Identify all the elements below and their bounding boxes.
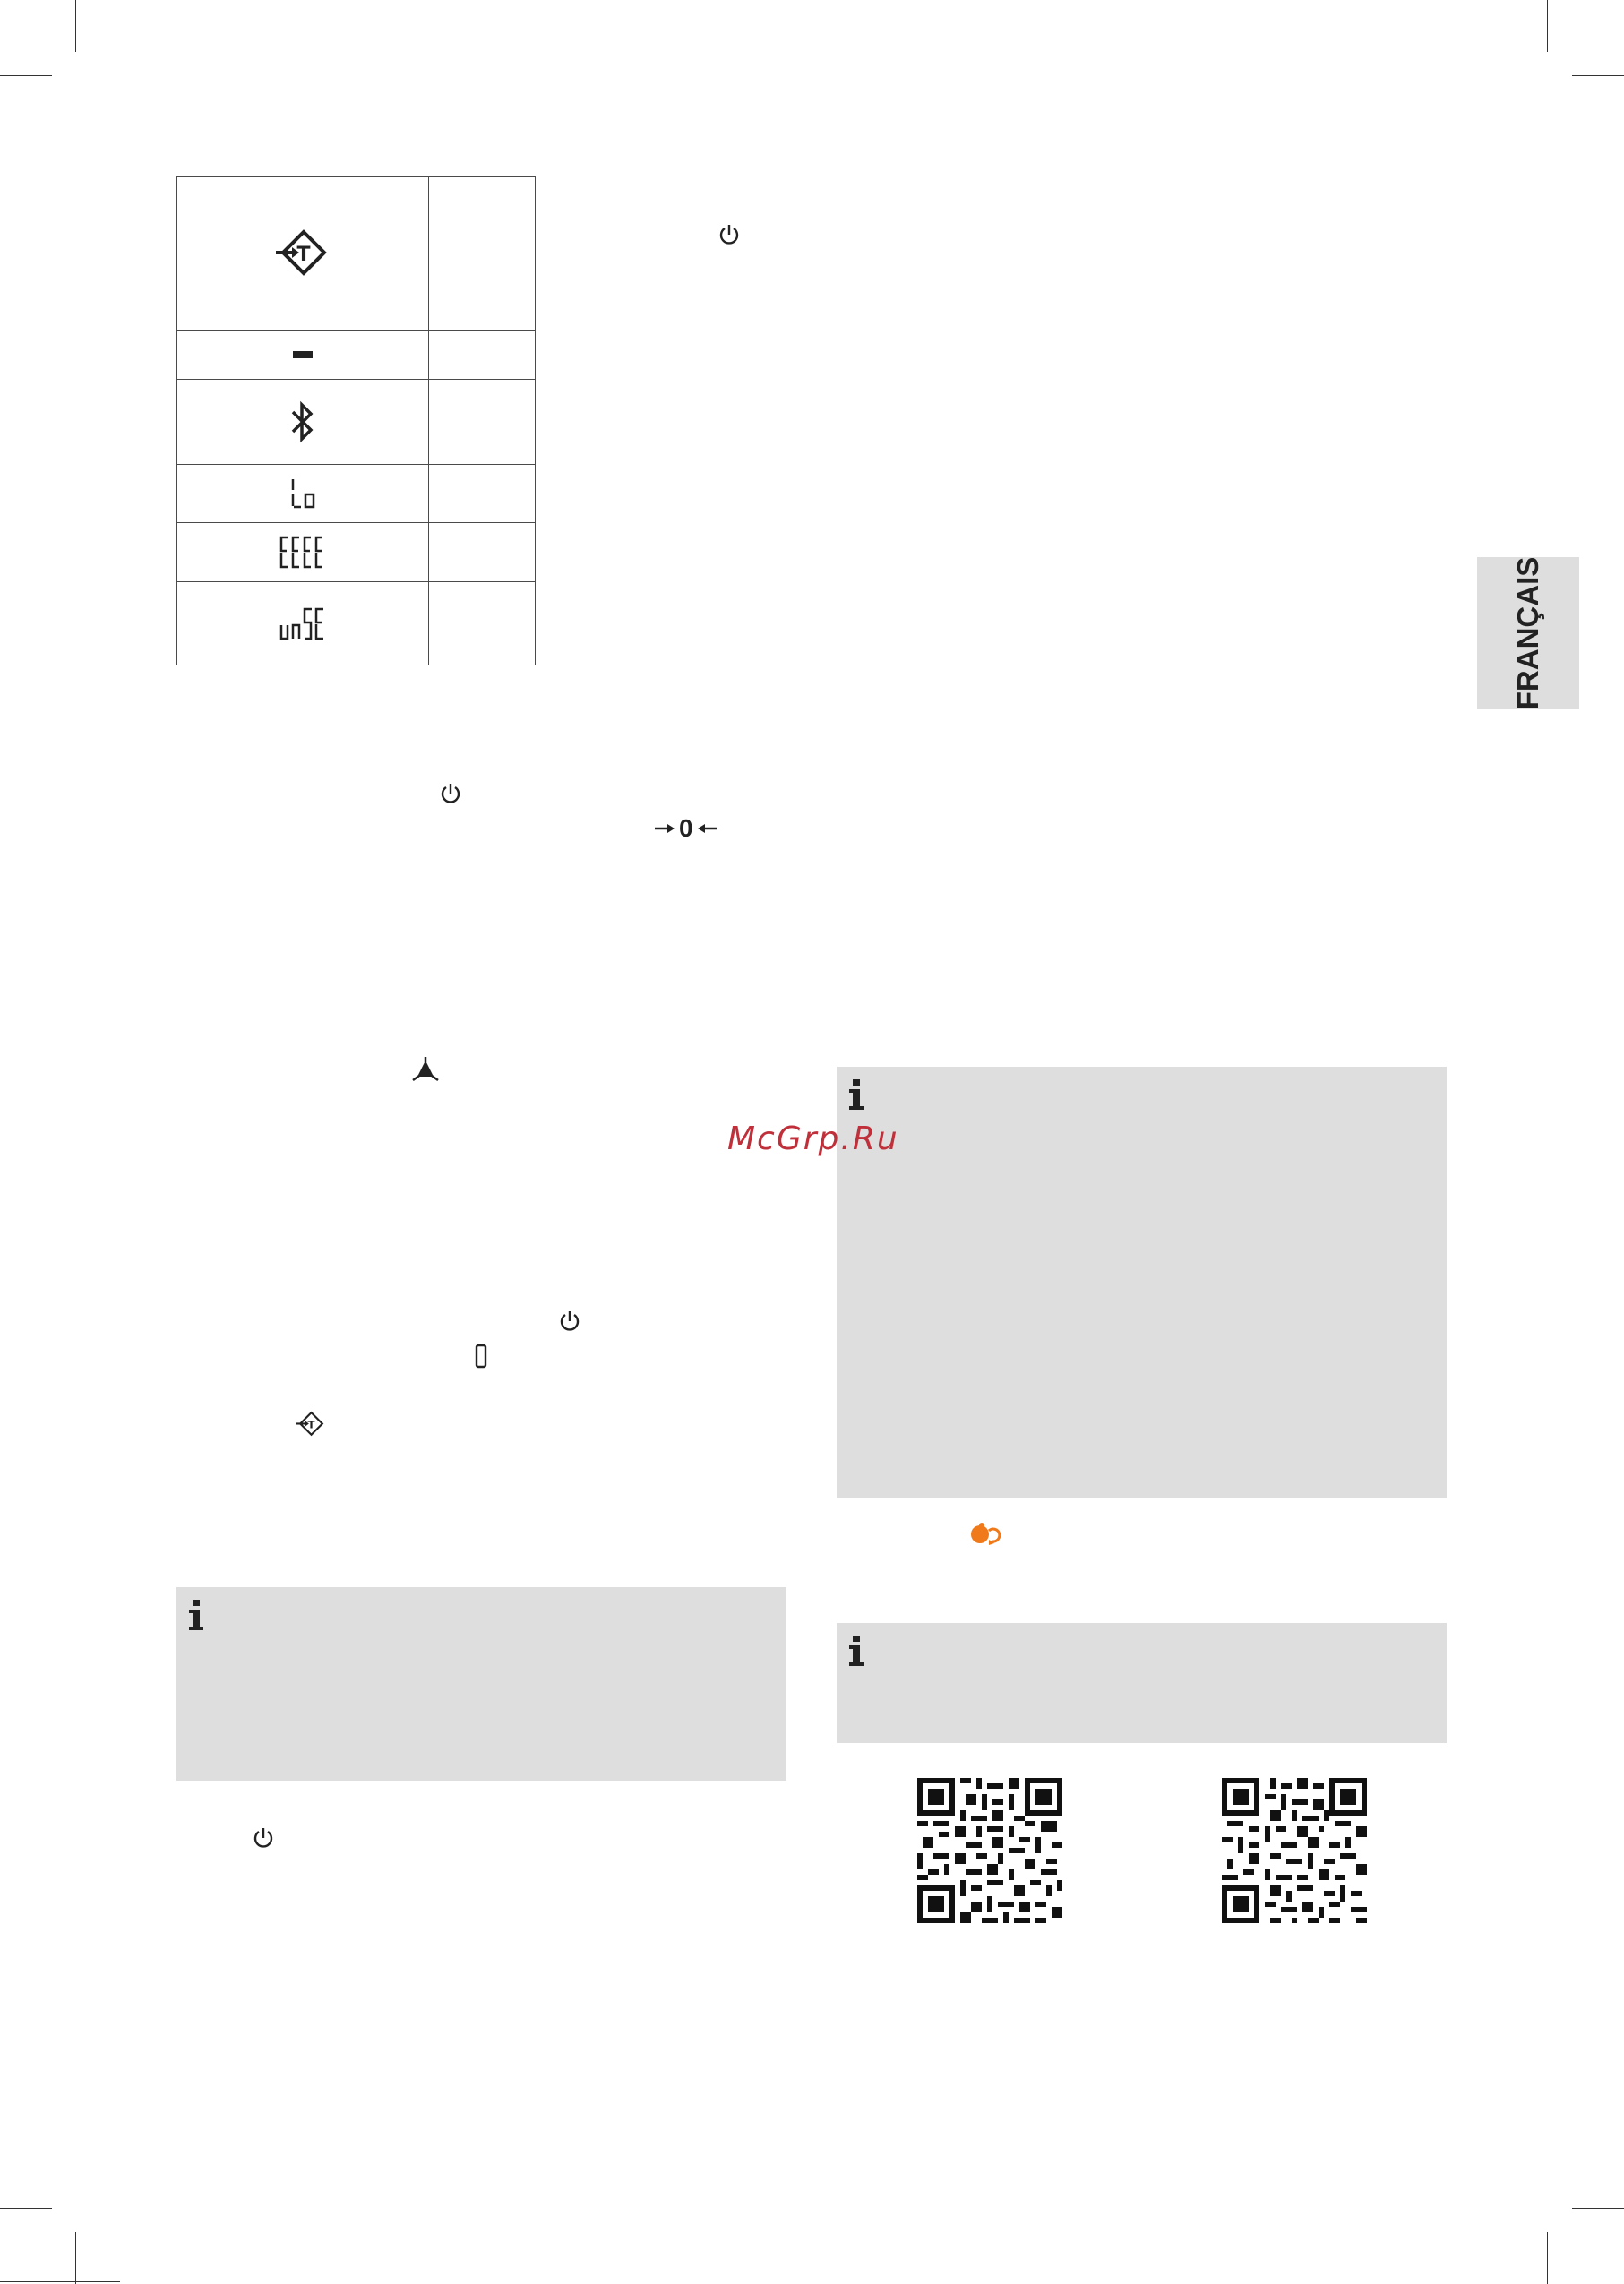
crop-mark bbox=[1572, 75, 1624, 76]
info-note bbox=[176, 1587, 786, 1781]
power-icon bbox=[718, 223, 740, 246]
crop-mark bbox=[1572, 2208, 1624, 2209]
arrow-left-icon bbox=[696, 821, 717, 836]
lcd-zero-icon bbox=[475, 1344, 487, 1369]
zero-indicator bbox=[655, 813, 717, 844]
tare-icon bbox=[296, 1411, 326, 1438]
info-note bbox=[837, 1067, 1447, 1498]
lcd-eeee-icon bbox=[279, 536, 327, 570]
power-icon bbox=[718, 401, 719, 402]
watermark: McGrp.Ru bbox=[727, 1121, 899, 1157]
tare-icon bbox=[276, 228, 330, 279]
crop-mark bbox=[75, 2232, 76, 2284]
svg-text:T: T bbox=[296, 244, 311, 266]
table-row bbox=[177, 465, 428, 522]
language-tab bbox=[1477, 557, 1579, 709]
power-icon bbox=[559, 1309, 580, 1333]
crop-mark bbox=[1547, 0, 1548, 52]
qr-code-ios bbox=[917, 1778, 1062, 1923]
table-row bbox=[177, 523, 428, 581]
arrow-right-icon bbox=[655, 821, 676, 836]
table-divider bbox=[428, 177, 429, 665]
table-row bbox=[177, 380, 428, 464]
lcd-unst-icon bbox=[279, 607, 327, 641]
crop-mark bbox=[0, 75, 52, 76]
table-row bbox=[177, 331, 428, 379]
power-icon bbox=[253, 1826, 274, 1850]
qr-code-android bbox=[1222, 1778, 1367, 1923]
crop-mark bbox=[1547, 2232, 1548, 2284]
crop-mark bbox=[75, 0, 76, 52]
table-row bbox=[177, 177, 428, 330]
app-icon bbox=[969, 1520, 1003, 1545]
zero-digit: 0 bbox=[679, 814, 693, 842]
info-icon bbox=[847, 1079, 865, 1110]
table-row bbox=[177, 582, 428, 666]
svg-text:T: T bbox=[307, 1418, 315, 1431]
info-icon bbox=[187, 1600, 205, 1630]
info-icon bbox=[847, 1636, 865, 1666]
foot-sensor-icon bbox=[411, 1057, 440, 1082]
display-symbols-table bbox=[176, 176, 536, 665]
language-tab-label: FRANÇAIS bbox=[1511, 556, 1544, 710]
power-icon bbox=[440, 782, 461, 805]
bluetooth-icon bbox=[290, 399, 315, 444]
crop-mark bbox=[0, 2208, 52, 2209]
crop-mark bbox=[0, 2281, 120, 2282]
info-note bbox=[837, 1623, 1447, 1743]
lcd-lo-icon bbox=[289, 477, 316, 510]
minus-segment-icon bbox=[293, 351, 313, 358]
